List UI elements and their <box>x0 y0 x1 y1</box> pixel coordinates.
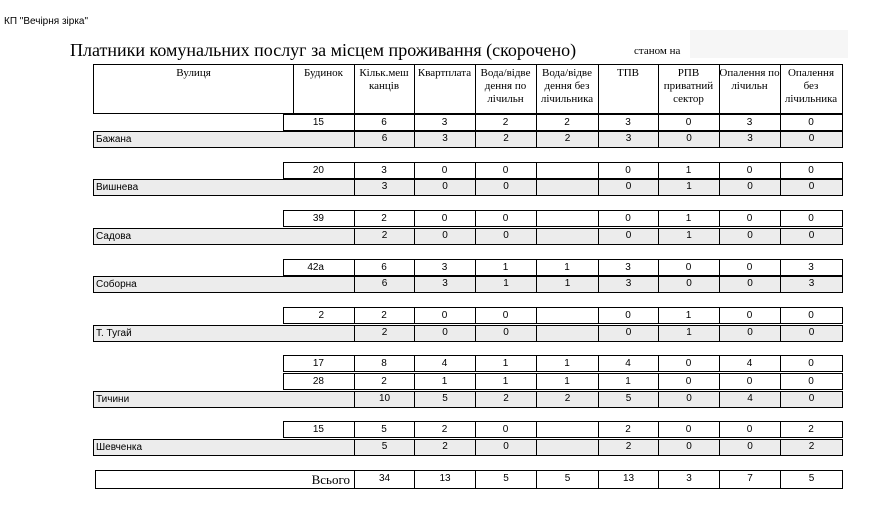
building-value: 0 <box>414 210 476 227</box>
building-value: 2 <box>536 114 599 131</box>
building-value: 0 <box>414 307 476 324</box>
street-subtotal-value: 3 <box>780 276 842 293</box>
building-value: 0 <box>658 355 720 372</box>
total-value: 5 <box>780 470 842 489</box>
as-of-date-field <box>690 30 848 58</box>
building-value: 1 <box>475 259 537 276</box>
street-subtotal-value: 0 <box>719 325 780 342</box>
building-value: 1 <box>658 162 720 179</box>
street-subtotal-value: 0 <box>475 228 536 245</box>
street-subtotal-value: 6 <box>354 276 414 293</box>
building-value: 2 <box>780 421 843 438</box>
building-value: 3 <box>719 114 781 131</box>
building-value: 4 <box>598 355 659 372</box>
report-title: Платники комунальних послуг за місцем проживання (скорочено) <box>70 40 577 60</box>
building-value: 1 <box>598 373 659 390</box>
street-subtotal-value <box>536 439 598 456</box>
building-value: 2 <box>354 210 415 227</box>
building-value: 0 <box>475 162 537 179</box>
building-value: 0 <box>475 421 537 438</box>
street-subtotal-value: 0 <box>658 391 719 408</box>
column-header: Опалення по лічильн <box>719 64 781 114</box>
street-subtotal-value: 2 <box>598 439 658 456</box>
street-subtotal-value: 0 <box>475 179 536 196</box>
column-header: Будинок <box>293 64 355 114</box>
building-number: 42а <box>283 259 355 276</box>
street-subtotal-value: 6 <box>354 131 414 148</box>
building-value: 4 <box>719 355 781 372</box>
building-value: 1 <box>414 373 476 390</box>
street-subtotal-value: 2 <box>475 391 536 408</box>
building-value: 0 <box>719 259 781 276</box>
street-name: Садова <box>96 231 132 242</box>
column-header: Квартплата <box>414 64 476 114</box>
building-value: 0 <box>719 307 781 324</box>
building-value: 0 <box>780 114 843 131</box>
as-of-label: станом на <box>634 45 681 57</box>
street-subtotal-value: 1 <box>475 276 536 293</box>
building-value: 0 <box>414 162 476 179</box>
column-header: Опалення без лічильника <box>780 64 843 114</box>
street-subtotal-value: 0 <box>780 131 842 148</box>
building-number: 39 <box>283 210 355 227</box>
street-subtotal-value: 10 <box>354 391 414 408</box>
building-value: 1 <box>475 355 537 372</box>
street-subtotal-value: 2 <box>354 228 414 245</box>
building-number: 15 <box>283 421 355 438</box>
building-value <box>536 307 599 324</box>
building-value: 2 <box>475 114 537 131</box>
building-value: 0 <box>598 307 659 324</box>
building-value: 1 <box>536 259 599 276</box>
street-subtotal-value: 5 <box>354 439 414 456</box>
street-subtotal-value: 0 <box>414 228 475 245</box>
total-value: 13 <box>414 470 475 489</box>
street-subtotal-value: 3 <box>598 131 658 148</box>
street-subtotal-value: 2 <box>414 439 475 456</box>
building-number: 2 <box>283 307 355 324</box>
street-subtotal-value: 0 <box>658 439 719 456</box>
street-name: Т. Тугай <box>96 328 132 339</box>
street-subtotal-value: 2 <box>536 391 598 408</box>
building-value: 1 <box>475 373 537 390</box>
street-subtotal-value: 2 <box>536 131 598 148</box>
street-name: Соборна <box>96 279 137 290</box>
building-value: 8 <box>354 355 415 372</box>
street-subtotal-value: 2 <box>475 131 536 148</box>
building-value: 0 <box>598 210 659 227</box>
building-value: 3 <box>414 259 476 276</box>
street-subtotal-value: 1 <box>658 179 719 196</box>
street-subtotal-value: 2 <box>780 439 842 456</box>
column-header: РПВ приватний сектор <box>658 64 720 114</box>
street-subtotal-value: 0 <box>719 439 780 456</box>
building-value: 0 <box>475 307 537 324</box>
building-value <box>536 421 599 438</box>
street-subtotal-value: 3 <box>354 179 414 196</box>
building-value: 0 <box>658 114 720 131</box>
street-subtotal-value: 0 <box>598 228 658 245</box>
building-value: 0 <box>780 355 843 372</box>
building-value: 0 <box>719 421 781 438</box>
street-subtotal-value: 5 <box>414 391 475 408</box>
street-subtotal-value: 0 <box>780 325 842 342</box>
building-value: 2 <box>354 373 415 390</box>
building-value: 2 <box>598 421 659 438</box>
building-value: 0 <box>658 373 720 390</box>
total-value: 3 <box>658 470 719 489</box>
building-value: 3 <box>354 162 415 179</box>
building-value: 6 <box>354 114 415 131</box>
building-number: 15 <box>283 114 355 131</box>
column-header: Вода/відве дення без лічильника <box>536 64 599 114</box>
building-value: 0 <box>719 210 781 227</box>
building-number: 17 <box>283 355 355 372</box>
total-label: Всього <box>311 472 350 487</box>
street-subtotal-value: 0 <box>780 228 842 245</box>
building-value: 0 <box>780 210 843 227</box>
street-subtotal-value: 0 <box>598 179 658 196</box>
street-subtotal-value <box>536 325 598 342</box>
street-subtotal-value: 2 <box>354 325 414 342</box>
column-header: Вулиця <box>93 64 294 114</box>
street-name: Вишнева <box>96 182 139 193</box>
street-name: Шевченка <box>96 442 143 453</box>
building-value: 0 <box>598 162 659 179</box>
total-value: 34 <box>354 470 414 489</box>
building-value: 0 <box>658 259 720 276</box>
building-value: 3 <box>780 259 843 276</box>
street-subtotal-value: 0 <box>780 391 842 408</box>
total-value: 5 <box>536 470 598 489</box>
total-value: 7 <box>719 470 780 489</box>
street-subtotal-value: 1 <box>536 276 598 293</box>
street-subtotal-value: 0 <box>780 179 842 196</box>
building-value: 0 <box>780 162 843 179</box>
street-subtotal-value: 3 <box>414 131 475 148</box>
street-subtotal-value: 1 <box>658 325 719 342</box>
building-value: 6 <box>354 259 415 276</box>
building-value: 0 <box>780 307 843 324</box>
street-name: Тичини <box>96 394 130 405</box>
building-value: 3 <box>598 114 659 131</box>
column-header: Вода/відве дення по лічильн <box>475 64 537 114</box>
building-value: 1 <box>658 210 720 227</box>
building-value: 3 <box>598 259 659 276</box>
building-value: 0 <box>719 373 781 390</box>
street-subtotal-value: 0 <box>414 325 475 342</box>
column-header: Кільк.меш канців <box>354 64 415 114</box>
street-subtotal-value: 5 <box>598 391 658 408</box>
building-value: 0 <box>719 162 781 179</box>
building-value <box>536 162 599 179</box>
building-number: 28 <box>283 373 355 390</box>
building-value: 2 <box>414 421 476 438</box>
street-subtotal-value: 0 <box>598 325 658 342</box>
street-subtotal-value: 0 <box>475 325 536 342</box>
column-header: ТПВ <box>598 64 659 114</box>
total-value: 13 <box>598 470 658 489</box>
street-subtotal-value: 4 <box>719 391 780 408</box>
building-value: 3 <box>414 114 476 131</box>
building-value: 0 <box>780 373 843 390</box>
street-subtotal-value: 0 <box>719 276 780 293</box>
street-subtotal-value: 3 <box>414 276 475 293</box>
total-value: 5 <box>475 470 536 489</box>
street-subtotal-value <box>536 228 598 245</box>
street-subtotal-value: 0 <box>719 228 780 245</box>
building-value: 5 <box>354 421 415 438</box>
street-subtotal-value <box>536 179 598 196</box>
street-subtotal-value: 3 <box>598 276 658 293</box>
street-subtotal-value: 3 <box>719 131 780 148</box>
building-value: 1 <box>536 373 599 390</box>
building-value: 1 <box>658 307 720 324</box>
street-subtotal-value: 0 <box>719 179 780 196</box>
building-value <box>536 210 599 227</box>
building-value: 1 <box>536 355 599 372</box>
building-value: 2 <box>354 307 415 324</box>
street-subtotal-value: 1 <box>658 228 719 245</box>
street-subtotal-value: 0 <box>414 179 475 196</box>
organization-name: КП "Вечірня зірка" <box>4 16 89 27</box>
street-name: Бажана <box>96 134 132 145</box>
street-subtotal-value: 0 <box>658 276 719 293</box>
building-value: 0 <box>658 421 720 438</box>
building-value: 0 <box>475 210 537 227</box>
building-value: 4 <box>414 355 476 372</box>
street-subtotal-value: 0 <box>658 131 719 148</box>
street-subtotal-value: 0 <box>475 439 536 456</box>
building-number: 20 <box>283 162 355 179</box>
